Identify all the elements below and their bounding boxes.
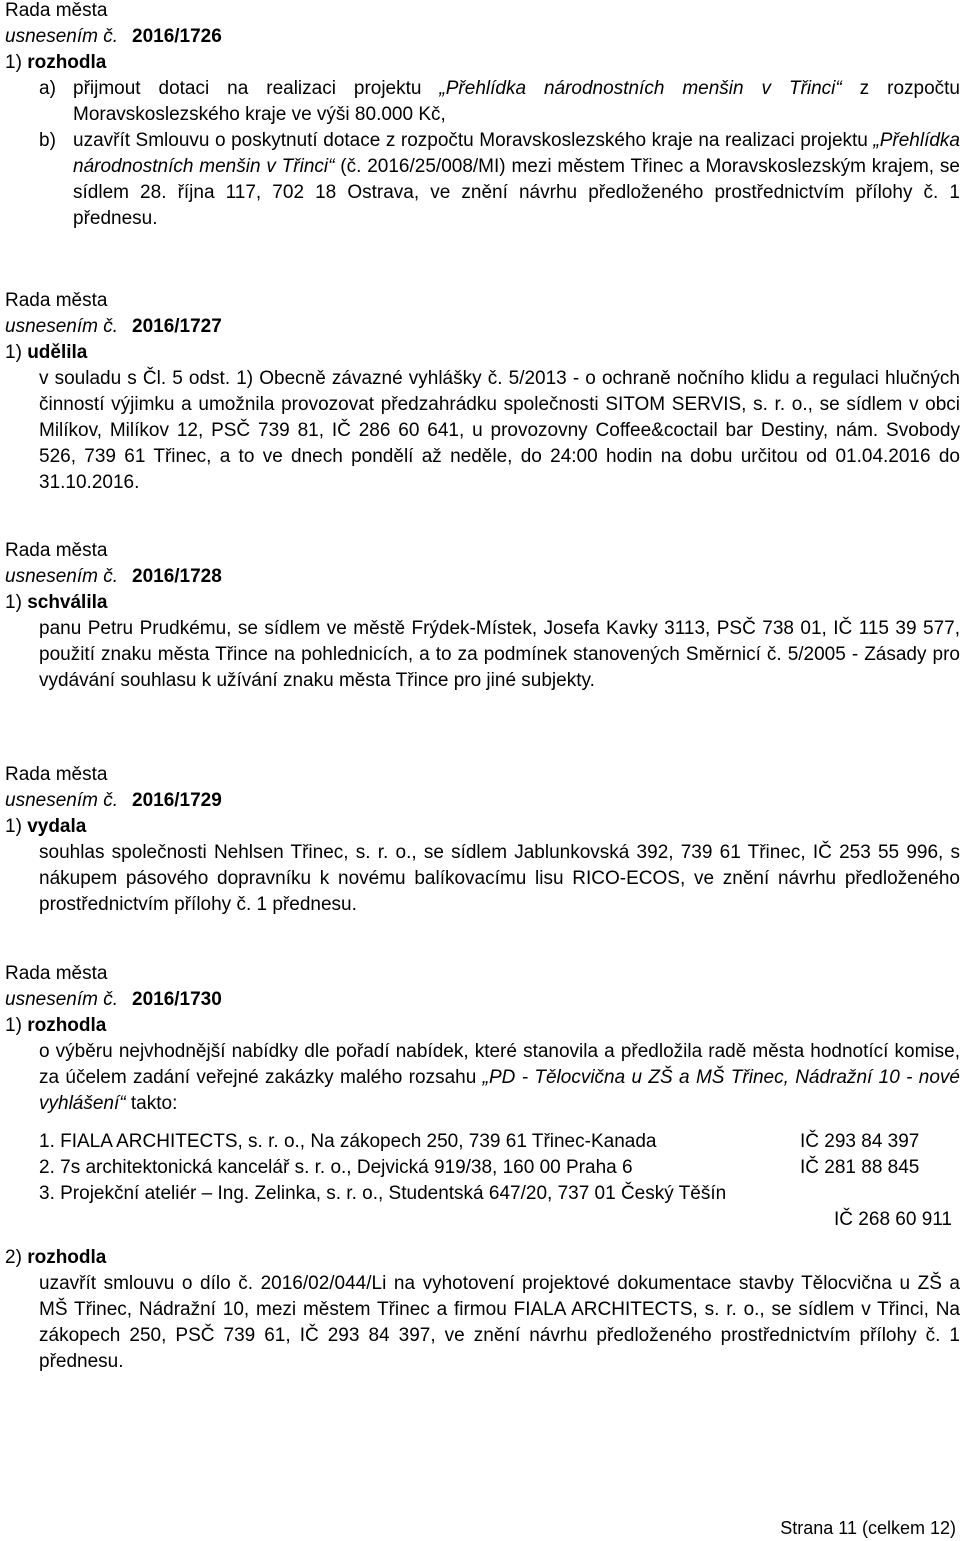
resolution-2016-1729 — [5, 762, 960, 918]
resolution-number: 2016/1730 — [132, 989, 222, 1010]
resolution-text: panu Petru Prudkému, se sídlem ve městě Frýdek-Místek, Josefa Kavky 3113, PSČ 738 01, IČ 115 39 577, použití znaku města Třince na pohlednicích, a to za podmínek stanovených Směrnicí č. 5/2005 - Zásady pro vydávání souhlasu k užívání znaku města Třince pro jiné subjekty. — [39, 618, 960, 691]
project-title: „Přehlídka národnostních menšin v Třinci“ — [73, 130, 960, 177]
council-heading: Rada města — [5, 764, 108, 785]
offer-ranking-list — [39, 1129, 960, 1233]
list-item: 1. FIALA ARCHITECTS, s. r. o., Na zákopech 250, 739 61 Třinec-Kanada IČ 293 84 397 — [39, 1129, 960, 1155]
resolution-label: usnesením č. — [5, 790, 118, 811]
decision-heading: 1) rozhodla — [5, 1015, 107, 1036]
decision-heading: 1) udělila — [5, 342, 88, 363]
resolution-number-line — [5, 788, 960, 814]
resolution-body — [39, 76, 960, 232]
resolution-text: souhlas společnosti Nehlsen Třinec, s. r. o., se sídlem Jablunkovská 392, 739 61 Třinec, IČ 253 55 996, s nákupem pásového dopravníku k novému balíkovacímu lisu RICO-ECOS, ve znění návrhu předloženého prostřednictvím přílohy č. 1 přednesu. — [39, 842, 960, 915]
decision-verb: rozhodla — [27, 52, 107, 73]
resolution-2016-1730 — [5, 961, 960, 1375]
decision-heading: 1) rozhodla — [5, 52, 107, 73]
resolution-number: 2016/1729 — [132, 790, 222, 811]
resolution-number: 2016/1728 — [132, 566, 222, 587]
decision-verb: rozhodla — [27, 1015, 107, 1036]
decision-heading: 1) schválila — [5, 592, 108, 613]
resolution-number-line — [5, 987, 960, 1013]
resolution-body-2 — [39, 1271, 960, 1375]
resolution-label: usnesením č. — [5, 989, 118, 1010]
point-b: b) uzavřít Smlouvu o poskytnutí dotace z rozpočtu Moravskoslezského kraje na realizaci projektu „Přehlídka národnostních menšin v Třinci“ (č. 2016/25/008/MI) mezi městem Třinec a Moravskoslezským krajem, se sídlem 28. října 117, 702 18 Ostrava, ve znění návrhu předloženého prostřednictvím přílohy č. 1 přednesu. — [39, 130, 960, 229]
decision-verb: vydala — [27, 816, 87, 837]
decision-heading: 1) vydala — [5, 816, 87, 837]
decision-heading-2: 2) rozhodla — [5, 1247, 107, 1268]
resolution-number-line — [5, 564, 960, 590]
decision-verb: udělila — [27, 342, 88, 363]
resolution-body — [39, 616, 960, 694]
resolution-2016-1727 — [5, 288, 960, 496]
decision-verb: schválila — [27, 592, 108, 613]
council-heading: Rada města — [5, 540, 108, 561]
resolution-number-line — [5, 314, 960, 340]
project-title: „Přehlídka národnostních menšin v Třinci“ — [439, 78, 842, 99]
resolution-label: usnesením č. — [5, 26, 118, 47]
resolution-2016-1726 — [5, 0, 960, 232]
resolution-number: 2016/1727 — [132, 316, 222, 337]
resolution-body — [39, 1039, 960, 1233]
company-id: IČ 293 84 397 — [800, 1131, 920, 1152]
resolution-label: usnesením č. — [5, 316, 118, 337]
company-id: IČ 281 88 845 — [800, 1157, 920, 1178]
resolution-text: o výběru nejvhodnější nabídky dle pořadí nabídek, které stanovila a předložila radě města hodnotící komise, za účelem zadání veřejné zakázky malého rozsahu „PD - Tělocvična u ZŠ a MŠ Třinec, Nádražní 10 - nové vyhlášení“ takto: — [39, 1041, 960, 1114]
council-heading: Rada města — [5, 290, 108, 311]
resolution-text: v souladu s Čl. 5 odst. 1) Obecně závazné vyhlášky č. 5/2013 - o ochraně nočního klidu a regulaci hlučných činností výjimku a umožnila provozovat předzahrádku společnosti SITOM SERVIS, s. r. o., se sídlem v obci Milíkov, Milíkov 12, PSČ 739 81, IČ 286 60 641, u provozovny Coffee&coctail bar Destiny, nám. Svobody 526, 739 61 Třinec, a to ve dnech pondělí až neděle, do 24:00 hodin na dobu určitou od 01.04.2016 do 31.10.2016. — [39, 368, 960, 493]
resolution-body — [39, 840, 960, 918]
point-a: a) přijmout dotaci na realizaci projektu „Přehlídka národnostních menšin v Třinci“ z rozpočtu Moravskoslezského kraje ve výši 80.000 Kč, — [39, 78, 960, 125]
resolution-number-line — [5, 24, 960, 50]
page-footer: Strana 11 (celkem 12) — [780, 1518, 956, 1538]
resolution-label: usnesením č. — [5, 566, 118, 587]
resolution-number: 2016/1726 — [132, 26, 222, 47]
council-heading: Rada města — [5, 963, 108, 984]
list-item: 2. 7s architektonická kancelář s. r. o., Dejvická 919/38, 160 00 Praha 6 IČ 281 88 845 — [39, 1155, 960, 1181]
resolution-body — [39, 366, 960, 496]
council-heading: Rada města — [5, 0, 108, 21]
resolution-2016-1728 — [5, 538, 960, 694]
company-id: IČ 268 60 911 — [834, 1209, 952, 1230]
list-item: 3. Projekční ateliér – Ing. Zelinka, s. r. o., Studentská 647/20, 737 01 Český Těšín — [39, 1183, 727, 1204]
decision-verb: rozhodla — [27, 1247, 107, 1268]
resolution-text: uzavřít smlouvu o dílo č. 2016/02/044/Li na vyhotovení projektové dokumentace stavby Tělocvična u ZŠ a MŠ Třinec, Nádražní 10, mezi městem Třinec a firmou FIALA ARCHITECTS, s. r. o., se sídlem v Třinci, Na zákopech 250, PSČ 739 61, IČ 293 84 397, ve znění návrhu předloženého prostřednictvím přílohy č. 1 přednesu. — [39, 1273, 960, 1372]
tender-title: „PD - Tělocvična u ZŠ a MŠ Třinec, Nádražní 10 - nové vyhlášení“ — [39, 1067, 960, 1114]
